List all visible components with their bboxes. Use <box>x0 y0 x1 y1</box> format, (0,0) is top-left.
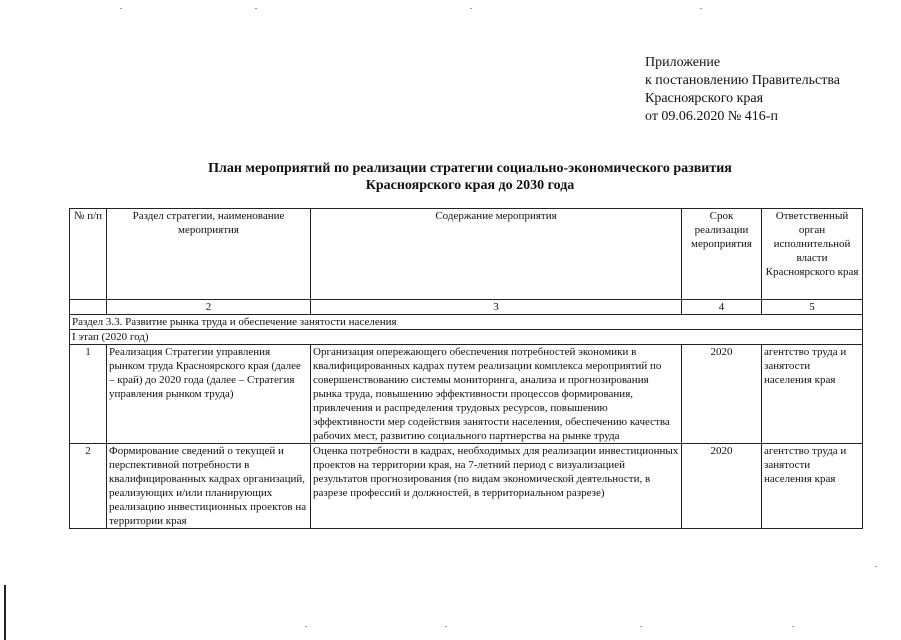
table-header-row <box>70 209 863 300</box>
row-content: Организация опережающего обеспечения потребностей экономики в квалифицированных кадрах путем реализации комплекса мероприятий по совершенствованию системы мониторинга, анализа и прогнозирования рынка труда, повышению эффективности процессов формирования, привлечения и распределения трудовых ресурсов, повышению эффективности мер содействия занятости населения, обеспечению качества рабочих мест, развитию социального партнерства на рынке труда <box>311 345 682 444</box>
row-responsible: агентство труда и занятости населения края <box>762 345 863 444</box>
appendix-block <box>645 54 840 126</box>
col-number: 3 <box>311 300 682 315</box>
document-title <box>90 160 850 194</box>
row-term: 2020 <box>682 345 762 444</box>
header-content: Содержание мероприятия <box>311 209 682 300</box>
appendix-line: Красноярского края <box>645 91 764 106</box>
row-term: 2020 <box>682 444 762 529</box>
col-number: 2 <box>107 300 311 315</box>
title-line: Красноярского края до 2030 года <box>365 178 575 193</box>
appendix-line: Приложение <box>645 55 721 70</box>
row-name: Формирование сведений о текущей и перспективной потребности в квалифицированных кадрах организаций, реализующих и/или планирующих реализацию инвестиционных проектов на территории края <box>107 444 311 529</box>
table-row <box>70 345 863 444</box>
title-line: План мероприятий по реализации стратегии социально-экономического развития <box>208 161 732 176</box>
row-content: Оценка потребности в кадрах, необходимых для реализации инвестиционных проектов на территории края, на 7-летний период с визуализацией результатов прогнозирования (по видам экономической деятельности, в разрезе профессий и должностей, в территориальном разрезе) <box>311 444 682 529</box>
header-num: № п/п <box>70 209 107 300</box>
stage-row <box>70 330 863 345</box>
row-responsible: агентство труда и занятости населения края <box>762 444 863 529</box>
col-number: 4 <box>682 300 762 315</box>
section-row <box>70 315 863 330</box>
appendix-date-line: от 09.06.2020 № 416-п <box>645 109 778 124</box>
plan-table <box>69 208 863 529</box>
col-number: 5 <box>762 300 863 315</box>
appendix-line: к постановлению Правительства <box>645 73 841 88</box>
row-num: 2 <box>70 444 107 529</box>
header-section: Раздел стратегии, наименование мероприятия <box>107 209 311 300</box>
scan-edge-line <box>4 585 6 640</box>
section-title: Раздел 3.3. Развитие рынка труда и обеспечение занятости населения <box>70 315 863 330</box>
table-row <box>70 444 863 529</box>
header-term: Срок реализации мероприятия <box>682 209 762 300</box>
col-number <box>70 300 107 315</box>
header-responsible: Ответственный орган исполнительной власти Красноярского края <box>762 209 863 300</box>
column-number-row <box>70 300 863 315</box>
stage-title: I этап (2020 год) <box>70 330 863 345</box>
row-num: 1 <box>70 345 107 444</box>
row-name: Реализация Стратегии управления рынком труда Красноярского края (далее – край) до 2020 года (далее – Стратегия управления рынком труда) <box>107 345 311 444</box>
